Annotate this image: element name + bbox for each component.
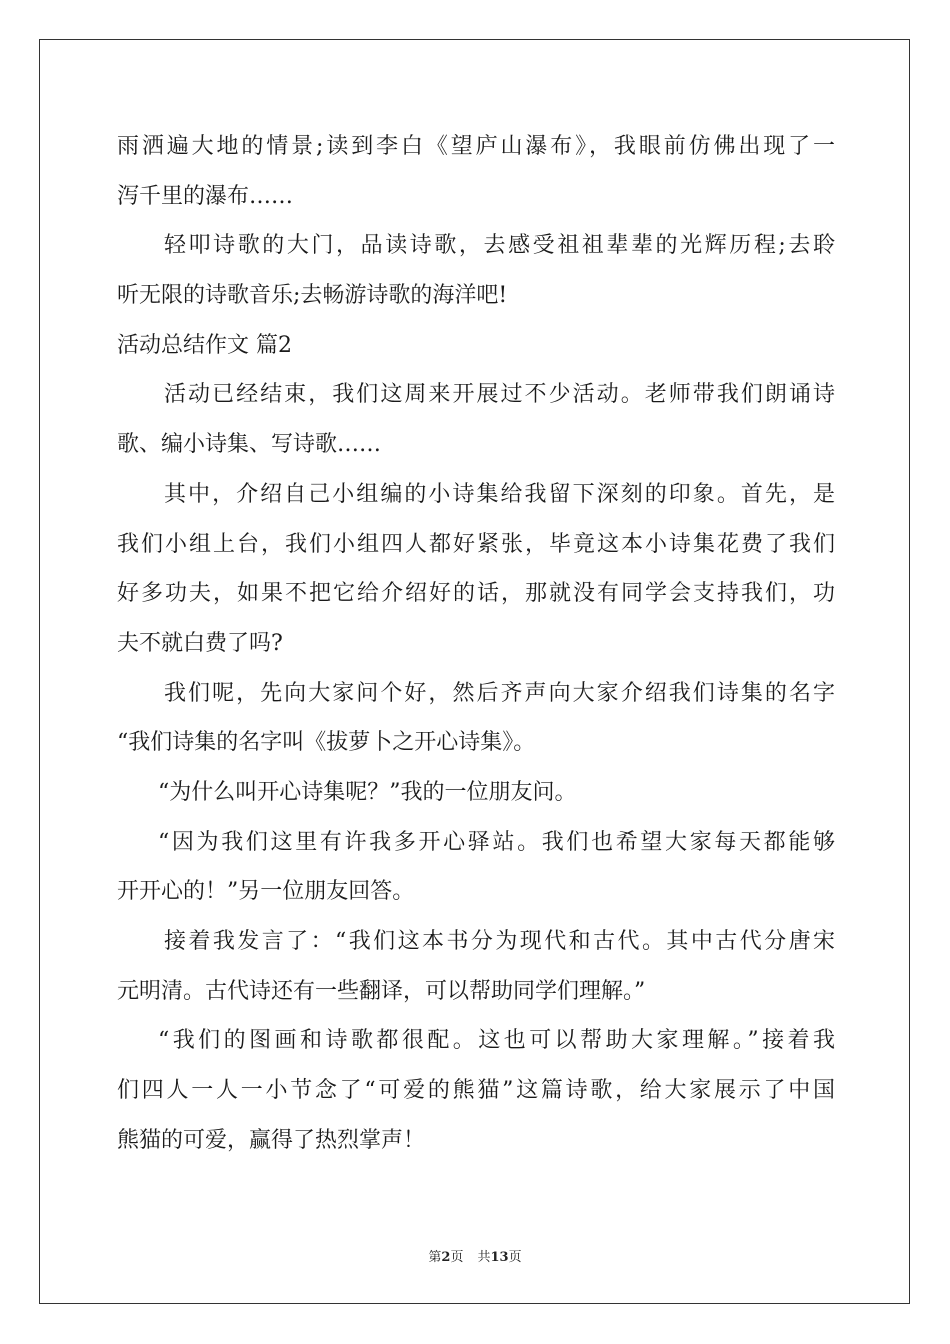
text-line: 开开心的！”另一位朋友回答。 xyxy=(117,879,415,905)
total-prefix: 共 xyxy=(477,1250,491,1265)
text-line: 听无限的诗歌音乐;去畅游诗歌的海洋吧! xyxy=(117,283,508,309)
text-line: 夫不就白费了吗? xyxy=(117,630,283,656)
text-line: “我们诗集的名字叫《拔萝卜之开心诗集》。 xyxy=(117,730,536,756)
paragraph-start: 其中，介绍自己小组编的小诗集给我留下深刻的印象。首先，是 xyxy=(164,481,835,507)
total-suffix: 页 xyxy=(508,1250,522,1265)
text-line: 我们小组上台，我们小组四人都好紧张，毕竟这本小诗集花费了我们 xyxy=(117,531,835,557)
page-suffix: 页 xyxy=(450,1250,464,1265)
text-line: 好多功夫，如果不把它给介绍好的话，那就没有同学会支持我们，功 xyxy=(117,581,835,607)
paragraph-start: 我们呢，先向大家问个好，然后齐声向大家介绍我们诗集的名字 xyxy=(164,680,835,706)
paragraph-start: 接着我发言了：“我们这本书分为现代和古代。其中古代分唐宋 xyxy=(164,929,835,954)
text-line: 泻千里的瀑布…… xyxy=(117,183,294,209)
paragraph-start: “因为我们这里有许我多开心驿站。我们也希望大家每天都能够 xyxy=(158,829,835,855)
text-line: 元明清。古代诗还有一些翻译，可以帮助同学们理解。” xyxy=(117,978,646,1004)
text-line: 雨洒遍大地的情景;读到李白《望庐山瀑布》，我眼前仿佛出现了一 xyxy=(117,134,835,159)
text-line: 熊猫的可爱，赢得了热烈掌声！ xyxy=(117,1127,426,1153)
paragraph-start: 活动已经结束，我们这周来开展过不少活动。老师带我们朗诵诗 xyxy=(164,382,835,408)
paragraph-start: 轻叩诗歌的大门，品读诗歌，去感受祖祖辈辈的光辉历程;去聆 xyxy=(164,233,835,259)
text-line: 们四人一人一小节念了“可爱的熊猫”这篇诗歌，给大家展示了中国 xyxy=(117,1078,835,1104)
page-footer xyxy=(0,1246,950,1265)
document-body xyxy=(117,122,835,1165)
paragraph-start: “为什么叫开心诗集呢？”我的一位朋友问。 xyxy=(158,779,577,805)
page-prefix: 第 xyxy=(428,1250,442,1265)
section-heading: 活动总结作文 篇2 xyxy=(117,332,292,358)
total-pages: 13 xyxy=(490,1250,509,1265)
page-number: 2 xyxy=(441,1250,451,1265)
paragraph-start: “我们的图画和诗歌都很配。这也可以帮助大家理解。”接着我 xyxy=(158,1028,835,1054)
text-line: 歌、编小诗集、写诗歌…… xyxy=(117,432,382,458)
